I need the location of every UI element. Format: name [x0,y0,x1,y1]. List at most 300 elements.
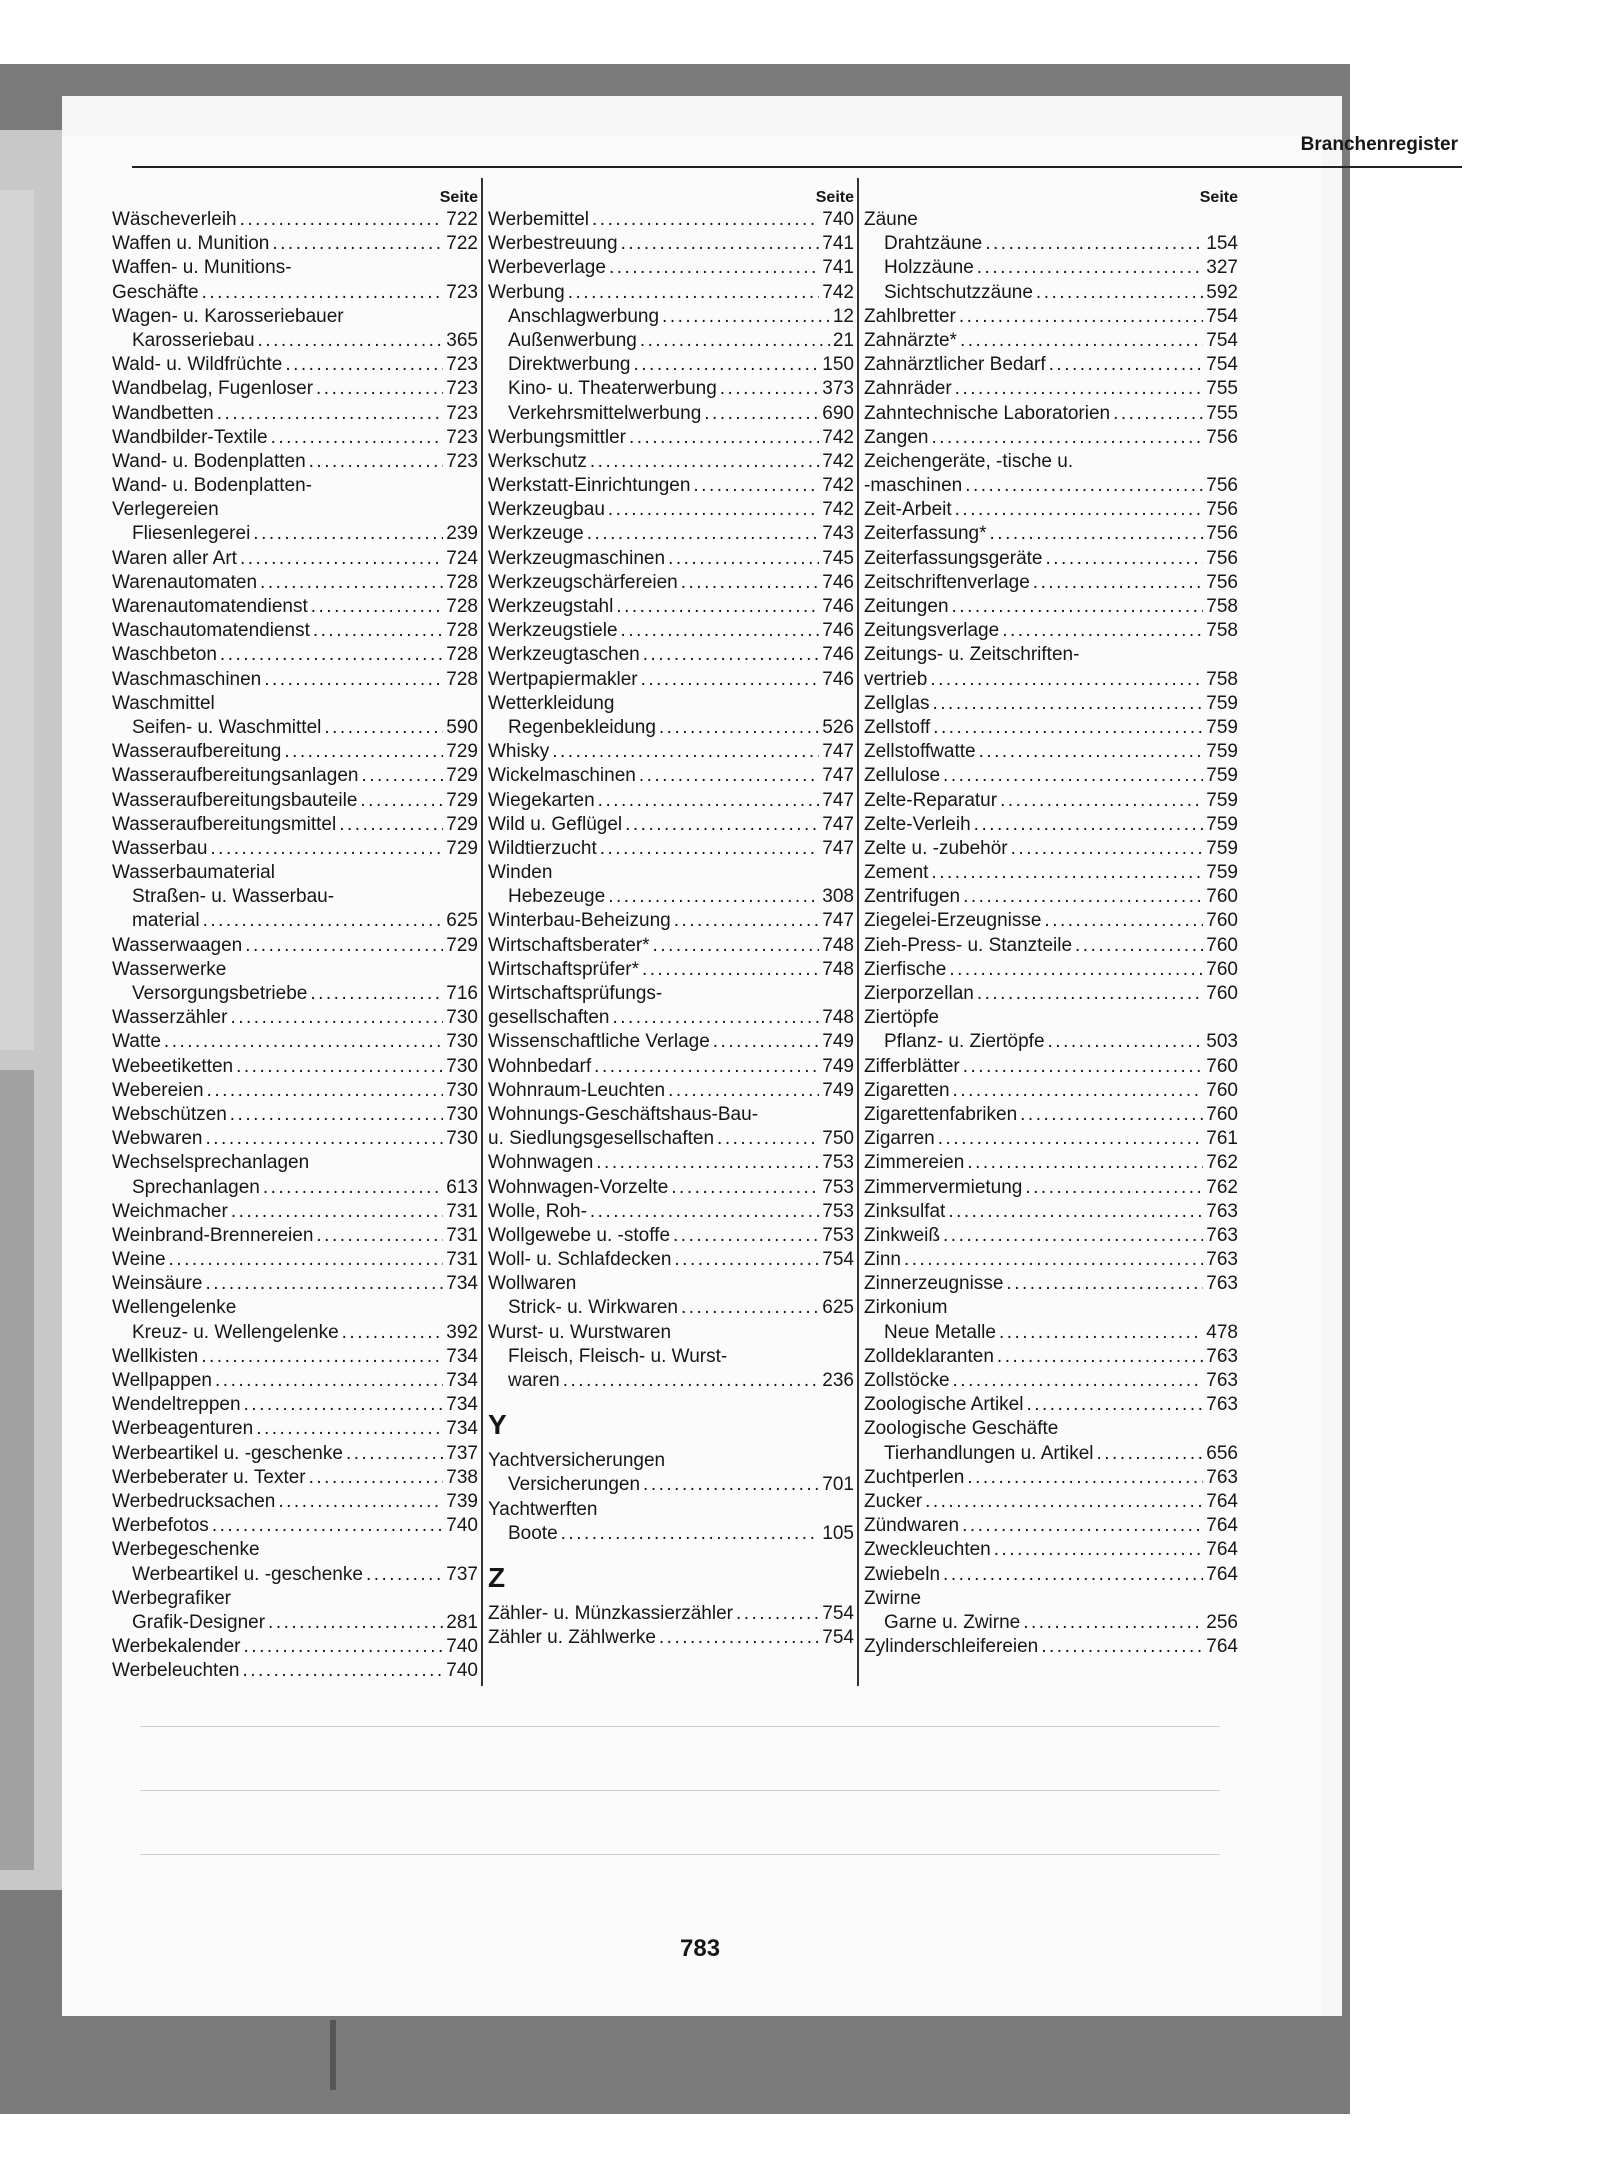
entry-term: Zeitungs- u. Zeitschriften- [864,644,1080,666]
dot-leader [673,1224,819,1248]
dot-leader [346,1442,443,1466]
index-entry [112,1659,478,1683]
entry-page-number: 762 [1206,1176,1238,1198]
entry-page-number: 745 [822,547,854,569]
dot-leader [720,377,820,401]
entry-page-number: 756 [1206,475,1238,497]
entry-page-number: 728 [446,596,478,617]
entry-page-number: 749 [822,1055,854,1077]
entry-term: Werkstatt-Einrichtungen [488,475,691,497]
entry-term: Zuchtperlen [864,1466,965,1488]
dot-leader [339,813,443,837]
index-subentry [864,1442,1238,1466]
dot-leader [953,1369,1204,1393]
index-entry [864,982,1238,1006]
index-entry [112,740,478,764]
index-entry [488,1224,854,1248]
index-subentry [112,1321,478,1345]
index-subentry [488,353,854,377]
index-entry [864,909,1238,933]
index-entry [488,1602,854,1626]
entry-term: Werbedrucksachen [112,1490,276,1512]
index-entry [864,353,1238,377]
footer-rule [140,1854,1220,1855]
index-subentry [488,716,854,740]
entry-page-number: 764 [1206,1636,1238,1658]
dot-leader [967,1466,1203,1490]
index-entry [864,377,1238,401]
index-subentry [864,1321,1238,1345]
entry-page-number: 742 [822,450,854,472]
dot-leader [994,1538,1204,1562]
entry-term: Weinsäure [112,1273,203,1295]
entry-term: Zinksulfat [864,1200,946,1222]
entry-term: Waschmaschinen [112,668,262,690]
index-entry [488,692,854,716]
entry-term: Sprechanlagen [132,1176,260,1198]
entry-term: Wasserwaagen [112,934,243,956]
entry-page-number: 760 [1206,983,1238,1004]
entry-term: Hebezeuge [508,886,606,908]
section-letter: Z [488,1561,506,1593]
index-entry [864,789,1238,813]
entry-term: gesellschaften [488,1007,610,1029]
entry-page-number: 729 [446,813,478,835]
dot-leader [201,1345,443,1369]
index-entry [864,1176,1238,1200]
entry-term: Wand- u. Bodenplatten- [112,475,312,497]
entry-page-number: 723 [446,378,478,400]
entry-term: Kreuz- u. Wellengelenke [132,1321,339,1343]
entry-term: Wasserzähler [112,1007,228,1029]
dot-leader [681,1296,819,1320]
entry-page-number: 743 [822,523,854,545]
entry-page-number: 729 [446,765,478,787]
dot-leader [931,426,1203,450]
index-subentry [864,232,1238,256]
entry-page-number: 729 [446,741,478,763]
entry-page-number: 625 [446,910,478,932]
entry-page-number: 746 [822,596,854,617]
entry-term: Versicherungen [508,1474,641,1496]
dot-leader [1113,402,1203,426]
entry-term: Wirtschaftsprüfungs- [488,983,663,1004]
entry-term: Kino- u. Theaterwerbung [508,378,717,400]
dot-leader [311,595,444,619]
page-header-title: Branchenregister [1300,134,1458,155]
entry-page-number: 756 [1206,547,1238,569]
index-entry [864,1272,1238,1296]
index-entry [488,1030,854,1054]
entry-term: Zoologische Geschäfte [864,1418,1059,1440]
dot-leader [236,1055,443,1079]
entry-term: Wohnwagen-Vorzelte [488,1176,669,1198]
entry-term: Yachtwerften [488,1498,598,1520]
entry-page-number: 748 [822,1007,854,1029]
dot-leader [963,885,1203,909]
dot-leader [625,813,819,837]
entry-page-number: 754 [822,1249,854,1271]
dot-leader [963,1055,1204,1079]
entry-term: Zangen [864,426,929,448]
index-subentry [488,329,854,353]
index-entry [488,1006,854,1030]
entry-term: Zimmereien [864,1152,965,1174]
index-entry [112,1151,478,1175]
entry-term: Webeetiketten [112,1055,234,1077]
entry-page-number: 760 [1206,1055,1238,1077]
entry-page-number: 740 [446,1515,478,1537]
index-entry [112,1393,478,1417]
dot-leader [285,353,443,377]
index-entry [112,353,478,377]
entry-term: Webereien [112,1079,204,1101]
dot-leader [1049,353,1204,377]
dot-leader [587,522,820,546]
entry-term: Zellglas [864,692,930,714]
entry-term: Zeitungen [864,596,949,617]
dot-leader [568,281,820,305]
entry-term: Garne u. Zwirne [884,1611,1021,1633]
entry-page-number: 256 [1206,1611,1238,1633]
dot-leader [621,619,820,643]
dot-leader [674,1248,819,1272]
dot-leader [230,1006,443,1030]
entry-page-number: 756 [1206,499,1238,521]
index-subentry [864,1611,1238,1635]
index-entry [488,426,854,450]
index-entry [112,1587,478,1611]
entry-term: Wasserwerke [112,958,227,980]
entry-term: Zahntechnische Laboratorien [864,402,1111,424]
index-entry [488,934,854,958]
dot-leader [608,498,819,522]
entry-term: Whisky [488,741,550,763]
dot-leader [561,1522,820,1546]
dot-leader [1036,281,1203,305]
dot-leader [955,377,1204,401]
entry-page-number: 740 [446,1660,478,1682]
entry-page-number: 749 [822,1079,854,1101]
entry-term: Straßen- u. Wasserbau- [132,886,335,908]
entry-page-number: 701 [822,1474,854,1496]
dot-leader [948,1200,1203,1224]
entry-page-number: 759 [1206,813,1238,835]
entry-term: Wirtschaftsprüfer* [488,958,639,980]
entry-page-number: 761 [1206,1128,1238,1150]
dot-leader [309,1466,444,1490]
entry-page-number: 236 [822,1370,854,1391]
index-entry [864,595,1238,619]
entry-term: Wickelmaschinen [488,765,636,787]
entry-page-number: 526 [822,716,854,738]
entry-page-number: 737 [446,1442,478,1464]
entry-term: Wollgewebe u. -stoffe [488,1224,671,1246]
entry-term: Zeitungsverlage [864,620,1000,642]
index-entry [864,692,1238,716]
entry-term: Außenwerbung [508,329,637,351]
dot-leader [608,885,819,909]
entry-term: Verkehrsmittelwerbung [508,402,702,424]
entry-page-number: 742 [822,499,854,521]
dot-leader [245,934,443,958]
entry-term: Webwaren [112,1128,203,1150]
entry-page-number: 590 [446,716,478,738]
entry-term: Werbegrafiker [112,1587,231,1609]
index-entry [864,1393,1238,1417]
entry-term: Yachtversicherungen [488,1450,666,1472]
index-column-2 [488,187,854,1650]
dot-leader [260,571,443,595]
entry-page-number: 759 [1206,692,1238,714]
entry-page-number: 764 [1206,1490,1238,1512]
dot-leader [949,958,1203,982]
entry-term: Zolldeklaranten [864,1345,994,1367]
entry-page-number: 759 [1206,741,1238,763]
entry-term: Waffen- u. Munitions- [112,257,292,279]
dot-leader [904,1248,1203,1272]
index-subentry [488,377,854,401]
entry-page-number: 723 [446,450,478,472]
dot-leader [271,426,444,450]
entry-term: Wand- u. Bodenplatten [112,450,306,472]
dot-leader [210,837,443,861]
entry-term: Wasserbaumaterial [112,862,275,884]
entry-page-number: 742 [822,475,854,497]
index-entry [864,619,1238,643]
entry-term: Zigarettenfabriken [864,1103,1018,1125]
entry-page-number: 747 [822,910,854,932]
index-entry [488,1272,854,1296]
entry-term: Zylinderschleifereien [864,1636,1039,1658]
entry-page-number: 759 [1206,716,1238,738]
index-subentry [864,1030,1238,1054]
entry-page-number: 723 [446,281,478,303]
index-entry [488,571,854,595]
dot-leader [563,1369,820,1393]
index-entry [112,547,478,571]
index-entry [864,1514,1238,1538]
entry-page-number: 763 [1206,1345,1238,1367]
dot-leader [659,716,819,740]
entry-term: Weine [112,1249,166,1271]
index-entry [864,1417,1238,1441]
entry-page-number: 724 [446,547,478,569]
index-entry [488,982,854,1006]
index-entry [488,668,854,692]
index-entry [112,571,478,595]
entry-term: Wiegekarten [488,789,595,811]
entry-term: Werbemittel [488,209,590,230]
index-entry [488,1176,854,1200]
entry-term: Wertpapiermakler [488,668,638,690]
index-entry [488,522,854,546]
entry-term: Wellpappen [112,1370,213,1391]
entry-term: Werbeverlage [488,257,606,279]
entry-term: Zellstoff [864,716,931,738]
dot-leader [933,716,1203,740]
dot-leader [310,982,443,1006]
index-entry [488,232,854,256]
entry-page-number: 764 [1206,1563,1238,1585]
entry-page-number: 373 [822,378,854,400]
index-subentry [112,885,478,909]
dot-leader [643,643,820,667]
entry-term: Wohnraum-Leuchten [488,1079,666,1101]
index-entry [112,1200,478,1224]
index-entry [112,1006,478,1030]
page-binding-mark [330,2020,336,2090]
entry-term: Werkzeugbau [488,499,605,521]
index-entry [488,547,854,571]
index-entry [488,1079,854,1103]
entry-term: Wurst- u. Wurstwaren [488,1321,672,1343]
entry-page-number: 747 [822,813,854,835]
dot-leader [1023,1611,1203,1635]
entry-page-number: 763 [1206,1394,1238,1416]
entry-page-number: 760 [1206,910,1238,932]
dot-leader [592,208,819,232]
dot-leader [629,426,819,450]
entry-term: Zahlbretter [864,305,956,327]
dot-leader [943,764,1203,788]
entry-term: Wasseraufbereitungsmittel [112,813,337,835]
index-entry [864,1369,1238,1393]
index-entry [864,1200,1238,1224]
entry-term: Wasserbau [112,837,208,859]
entry-term: Wolle, Roh- [488,1200,587,1222]
entry-term: Werbungsmittler [488,426,626,448]
footer-rule [140,1726,1220,1727]
index-entry [488,764,854,788]
previous-page-edge [0,130,68,1890]
dot-leader [207,1079,444,1103]
dot-leader [253,522,443,546]
entry-term: Zirkonium [864,1297,948,1319]
entry-page-number: 750 [822,1128,854,1150]
entry-term: Wald- u. Wildfrüchte [112,354,283,376]
index-entry [864,571,1238,595]
index-entry [864,498,1238,522]
index-subentry [112,982,478,1006]
seite-label: Seite [439,189,478,206]
index-entry [112,619,478,643]
dot-leader [164,1030,443,1054]
entry-term: Werbeartikel u. -geschenke [132,1563,363,1585]
entry-page-number: 747 [822,765,854,787]
dot-leader [713,1030,820,1054]
index-entry [488,256,854,280]
index-entry [864,668,1238,692]
entry-term: Zigaretten [864,1079,950,1101]
index-entry [864,1296,1238,1320]
entry-page-number: 753 [822,1176,854,1198]
entry-term: Zelte u. -zubehör [864,837,1008,859]
index-entry [864,716,1238,740]
entry-page-number: 754 [1206,305,1238,327]
entry-term: Pflanz- u. Ziertöpfe [884,1031,1045,1053]
index-entry [488,643,854,667]
index-entry [864,837,1238,861]
entry-term: Versorgungsbetriebe [132,983,308,1004]
dot-leader [169,1248,444,1272]
dot-leader [659,1626,819,1650]
dot-leader [1041,1635,1203,1659]
entry-page-number: 503 [1206,1031,1238,1053]
dot-leader [736,1602,819,1626]
entry-page-number: 730 [446,1079,478,1101]
entry-page-number: 764 [1206,1515,1238,1537]
entry-term: Webschützen [112,1103,227,1125]
entry-page-number: 746 [822,571,854,593]
dot-leader [212,1514,443,1538]
entry-term: Zimmervermietung [864,1176,1023,1198]
entry-page-number: 749 [822,1031,854,1053]
entry-page-number: 746 [822,668,854,690]
entry-term: Zelte-Reparatur [864,789,998,811]
index-entry [488,789,854,813]
dot-leader [202,281,444,305]
index-entry [864,1248,1238,1272]
dot-leader [1025,1176,1203,1200]
entry-term: Zündwaren [864,1515,960,1537]
dot-leader [955,498,1204,522]
index-entry [488,281,854,305]
entry-term: Zentrifugen [864,886,961,908]
entry-term: Woll- u. Schlafdecken [488,1249,672,1271]
dot-leader [231,1200,443,1224]
entry-page-number: 763 [1206,1466,1238,1488]
entry-term: Wohnbedarf [488,1055,592,1077]
dot-leader [1033,571,1204,595]
index-entry [112,958,478,982]
column-divider [857,178,859,1686]
index-subentry [488,305,854,329]
entry-term: Waschautomatendienst [112,620,310,642]
entry-page-number: 764 [1206,1539,1238,1561]
entry-term: Zinn [864,1249,901,1271]
index-entry [488,958,854,982]
entry-page-number: 758 [1206,596,1238,617]
entry-term: Werkzeugstiele [488,620,618,642]
index-entry [112,256,478,280]
entry-term: Zement [864,862,929,884]
dot-leader [316,377,443,401]
entry-term: Zäune [864,209,918,230]
dot-leader [979,740,1204,764]
entry-term: Warenautomaten [112,571,258,593]
dot-leader [965,474,1203,498]
entry-term: Fliesenlegerei [132,523,251,545]
entry-page-number: 239 [446,523,478,545]
entry-term: Werbeartikel u. -geschenke [112,1442,343,1464]
index-entry [112,498,478,522]
index-entry [488,1200,854,1224]
dot-leader [634,353,820,377]
index-entry [864,1079,1238,1103]
index-entry [112,789,478,813]
entry-page-number: 760 [1206,934,1238,956]
entry-page-number: 756 [1206,571,1238,593]
index-entry [488,1151,854,1175]
index-entry [864,1103,1238,1127]
dot-leader [316,1224,443,1248]
dot-leader [643,1473,819,1497]
entry-page-number: 763 [1206,1200,1238,1222]
index-entry [864,547,1238,571]
entry-page-number: 734 [446,1370,478,1391]
index-entry [488,1498,854,1522]
